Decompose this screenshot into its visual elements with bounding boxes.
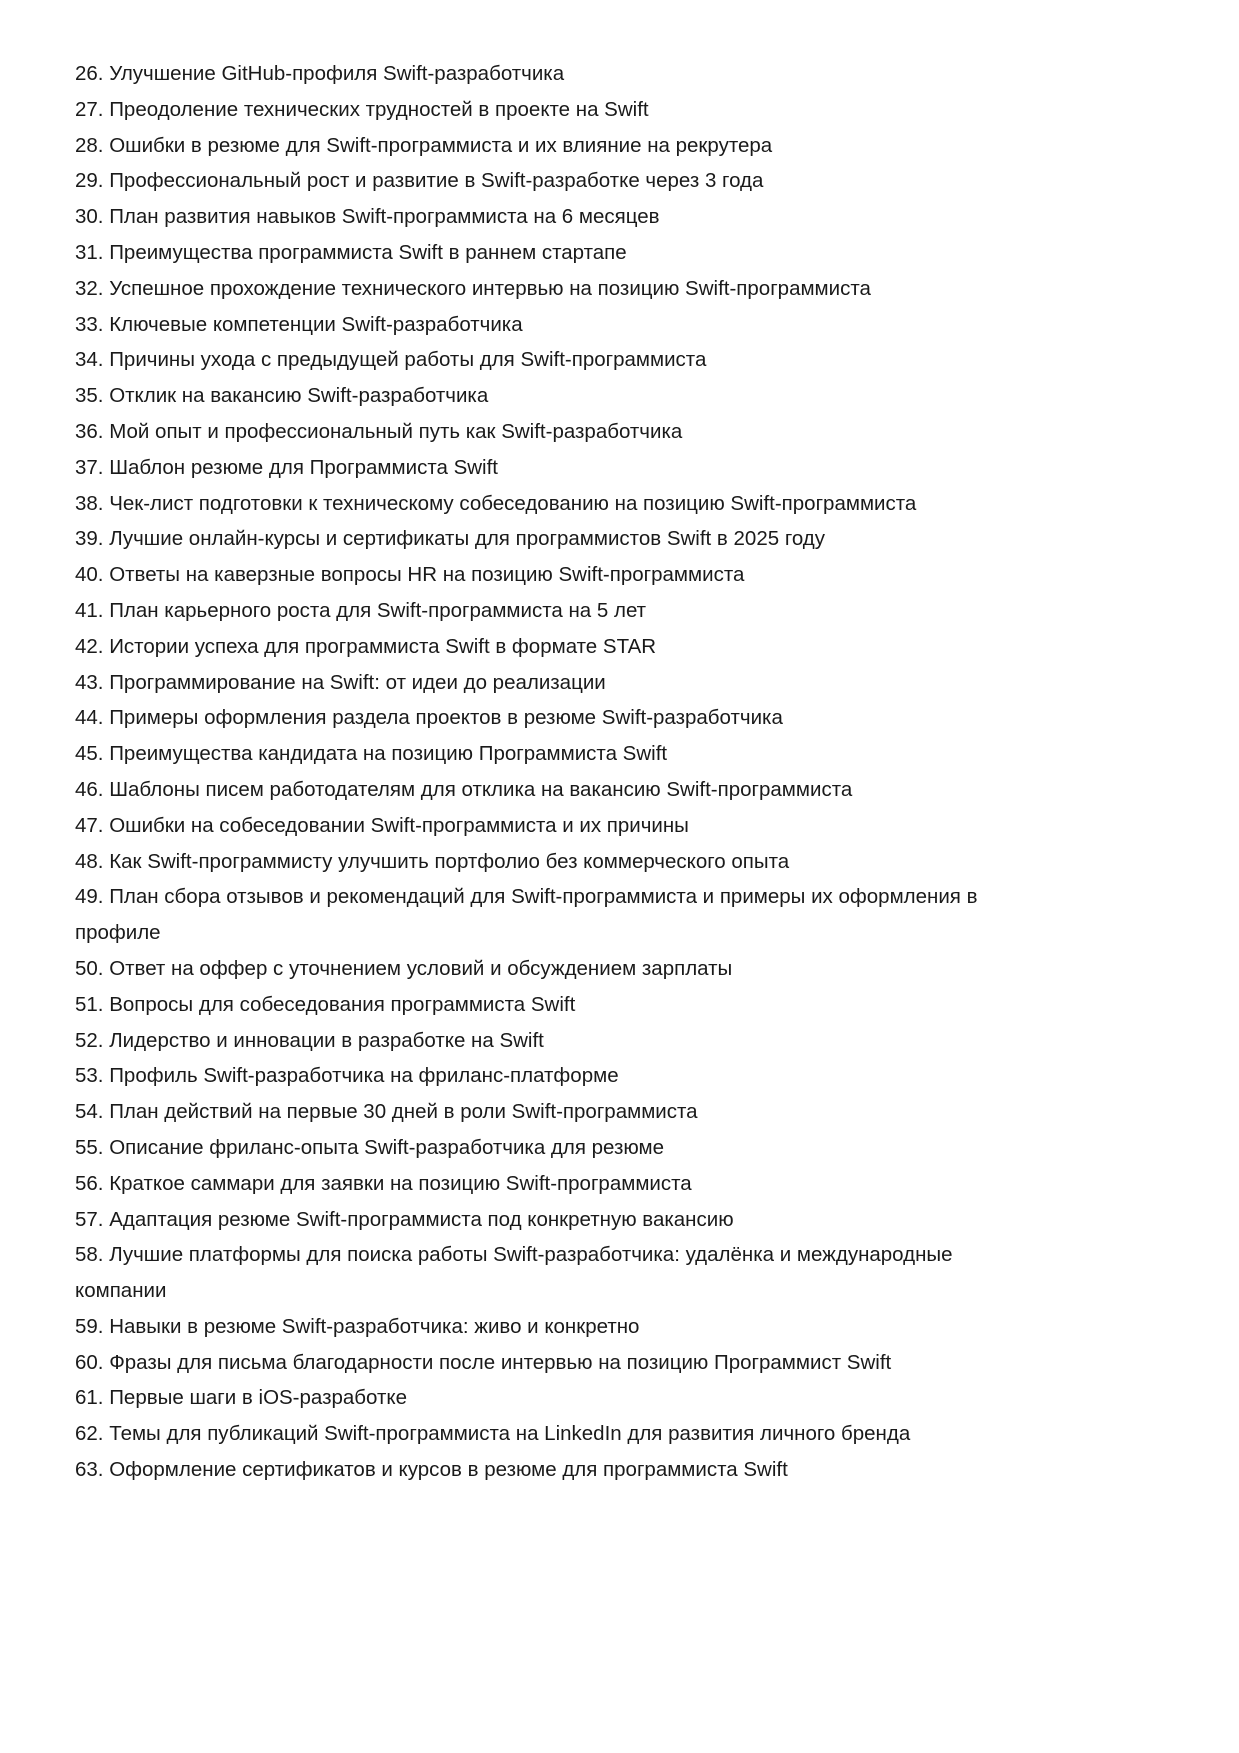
list-item: 48. Как Swift-программисту улучшить портфолио без коммерческого опыта: [75, 849, 790, 873]
list-item: 28. Ошибки в резюме для Swift-программиста и их влияние на рекрутера: [75, 133, 773, 157]
list-item: 33. Ключевые компетенции Swift-разработчика: [75, 312, 523, 336]
list-item: 50. Ответ на оффер с уточнением условий и обсуждением зарплаты: [75, 956, 733, 980]
list-item: 46. Шаблоны писем работодателям для отклика на вакансию Swift-программиста: [75, 777, 853, 801]
list-item: 41. План карьерного роста для Swift-программиста на 5 лет: [75, 598, 647, 622]
list-item: 59. Навыки в резюме Swift-разработчика: живо и конкретно: [75, 1314, 640, 1338]
list-item: 39. Лучшие онлайн-курсы и сертификаты для программистов Swift в 2025 году: [75, 527, 826, 551]
list-item: 47. Ошибки на собеседовании Swift-программиста и их причины: [75, 813, 689, 837]
list-item: 53. Профиль Swift-разработчика на фриланс-платформе: [75, 1064, 619, 1088]
list-item: 42. Истории успеха для программиста Swift в формате STAR: [75, 634, 657, 658]
list-item: 49. План сбора отзывов и рекомендаций для Swift-программиста и примеры их оформления в профиле: [75, 885, 978, 945]
list-item: 37. Шаблон резюме для Программиста Swift: [75, 455, 499, 479]
list-item: 36. Мой опыт и профессиональный путь как Swift-разработчика: [75, 419, 683, 443]
list-item: 40. Ответы на каверзные вопросы HR на позицию Swift-программиста: [75, 563, 745, 587]
list-item: 31. Преимущества программиста Swift в раннем стартапе: [75, 240, 627, 264]
document-list: [75, 56, 1035, 1488]
list-item: 44. Примеры оформления раздела проектов в резюме Swift-разработчика: [75, 706, 783, 730]
list-item: 51. Вопросы для собеседования программиста Swift: [75, 992, 576, 1016]
list-item: 34. Причины ухода с предыдущей работы для Swift-программиста: [75, 348, 707, 372]
list-item: 52. Лидерство и инновации в разработке на Swift: [75, 1028, 544, 1052]
list-item: 57. Адаптация резюме Swift-программиста под конкретную вакансию: [75, 1207, 734, 1231]
list-item: 56. Краткое саммари для заявки на позицию Swift-программиста: [75, 1171, 692, 1195]
list-item: 62. Темы для публикаций Swift-программиста на LinkedIn для развития личного бренда: [75, 1422, 911, 1446]
list-item: 63. Оформление сертификатов и курсов в резюме для программиста Swift: [75, 1458, 788, 1482]
list-item: 58. Лучшие платформы для поиска работы Swift-разработчика: удалёнка и международные компании: [75, 1243, 953, 1303]
list-item: 29. Профессиональный рост и развитие в Swift-разработке через 3 года: [75, 169, 764, 193]
list-item: 55. Описание фриланс-опыта Swift-разработчика для резюме: [75, 1135, 665, 1159]
list-item: 54. План действий на первые 30 дней в роли Swift-программиста: [75, 1100, 698, 1124]
list-item: 32. Успешное прохождение технического интервью на позицию Swift-программиста: [75, 276, 871, 300]
list-item: 61. Первые шаги в iOS-разработке: [75, 1386, 407, 1410]
list-item: 60. Фразы для письма благодарности после интервью на позицию Программист Swift: [75, 1350, 892, 1374]
list-item: 45. Преимущества кандидата на позицию Программиста Swift: [75, 742, 668, 766]
list-item: 30. План развития навыков Swift-программиста на 6 месяцев: [75, 205, 660, 229]
list-item: 43. Программирование на Swift: от идеи до реализации: [75, 670, 606, 694]
list-item: 35. Отклик на вакансию Swift-разработчика: [75, 384, 489, 408]
list-item: 27. Преодоление технических трудностей в проекте на Swift: [75, 97, 649, 121]
list-item: 26. Улучшение GitHub-профиля Swift-разработчика: [75, 62, 565, 85]
list-item: 38. Чек-лист подготовки к техническому собеседованию на позицию Swift-программиста: [75, 491, 917, 515]
